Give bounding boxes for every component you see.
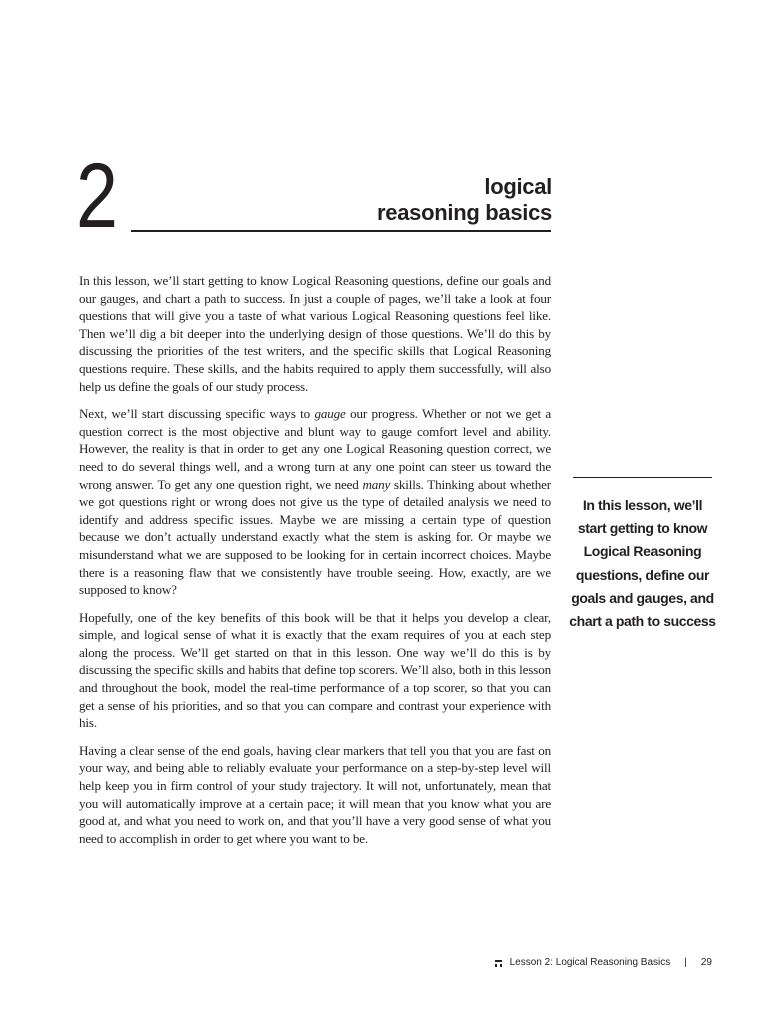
footer-lesson-label: Lesson 2: Logical Reasoning Basics	[509, 957, 671, 968]
emphasis-many: many	[362, 476, 391, 492]
book-logo-icon	[495, 960, 502, 967]
paragraph-3: Hopefully, one of the key benefits of this book will be that it helps you develop a clear, simple, and logical sense of what it is exactly that the exam requires of you at each step along the process. We’ll get started on that in this lesson. One way we’ll do this is by discussing the specific skills and habits that define top scorers. We’ll also, both in this lesson and throughout the book, model the real-time performance of a top scorer, so that you can get a sense of his priorities, and so that you can compare and contrast your experience with his.	[79, 609, 551, 731]
paragraph-2-part-a: Next, we’ll start discussing specific ways to	[79, 406, 315, 422]
paragraph-1: In this lesson, we’ll start getting to know Logical Reasoning questions, define our goals and our gauges, and chart a path to success. In just a couple of pages, we’ll take a look at four questions that will give you a taste of what various Logical Reasoning questions feel like. Then we’ll dig a bit deeper into the underlying design of those questions. We’ll do this by discussing the priorities of the test writers, and the specific skills that Logical Reasoning questions require. These skills, and the habits required to apply them successfully, will also help us define the goals of our study process.	[79, 273, 551, 394]
chapter-title-line-2: reasoning basics	[377, 200, 552, 225]
chapter-title	[252, 174, 552, 226]
page-footer	[495, 956, 712, 970]
chapter-title-line-1: logical	[484, 174, 552, 199]
paragraph-2-part-c: skills. Thinking about whether we got questions right or wrong does not give us the type of detailed analysis we need to identify and address specific issues. Maybe we are missing a certain type of question because we don’t actually understand exactly what the stem is asking for. Or maybe we misunderstand what we are supposed to be looking for in certain incorrect choices. Maybe there is a reasoning flaw that we consistently have trouble seeing. How, exactly, are we supposed to know?	[79, 476, 552, 598]
body-text	[79, 272, 551, 857]
emphasis-gauge: gauge	[314, 406, 346, 422]
sidebar-pull-quote: In this lesson, we’ll start getting to know Logical Reasoning questions, define our goals and gauges, and chart a path to success	[569, 497, 716, 630]
title-rule	[131, 230, 551, 232]
page-number: 29	[700, 957, 712, 968]
paragraph-2-part-b: our progress. Whether or not we get a question correct is the most objective and blunt way to gauge comfort level and ability. However, the reality is that in order to get any one Logical Reasoning question correct, we need to do several things well, and a wrong turn at any one point can steer us toward the wrong answer. To get any one question right, we need	[79, 406, 551, 492]
sidebar-rule	[573, 477, 712, 478]
chapter-number: 2	[76, 145, 115, 247]
footer-separator: |	[684, 957, 687, 968]
paragraph-2	[79, 405, 551, 599]
paragraph-4: Having a clear sense of the end goals, having clear markers that tell you that you are fast on your way, and being able to reliably evaluate your performance on a step-by-step level will help keep you in firm control of your study trajectory. It will not, unfortunately, mean that you will automatically improve at a certain pace; it will mean that you know what you are good at, and what you need to work on, and that you’ll have a very good sense of what you need to accomplish in order to get where you want to be.	[79, 742, 551, 846]
